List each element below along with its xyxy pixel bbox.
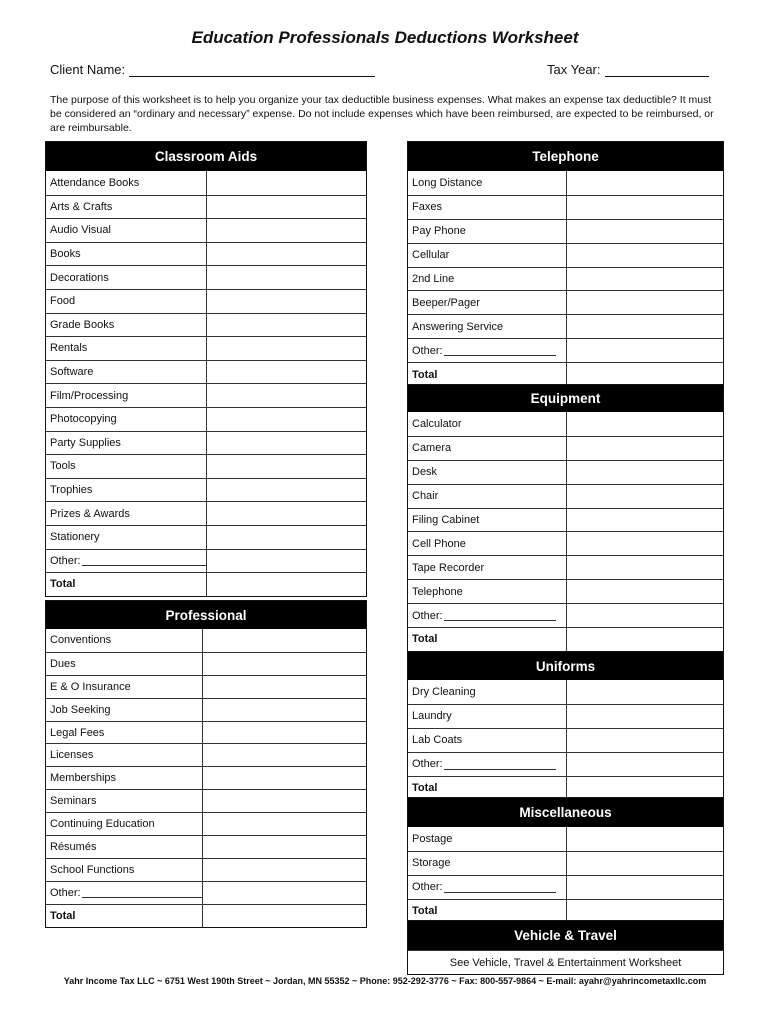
equipment-item-row-text: Tape Recorder bbox=[412, 561, 485, 574]
uniforms-other-row-text: Other: bbox=[412, 758, 443, 771]
section-classroom-aids bbox=[45, 141, 367, 597]
telephone-item-row-amount-cell[interactable] bbox=[567, 220, 723, 243]
professional-item-row bbox=[46, 698, 366, 721]
classroom-item-row-text: Stationery bbox=[50, 531, 100, 544]
equipment-item-row bbox=[408, 460, 723, 484]
equipment-item-row-label bbox=[408, 580, 567, 603]
uniforms-header: Uniforms bbox=[408, 652, 723, 680]
professional-item-row bbox=[46, 652, 366, 675]
classroom-item-row-amount-cell[interactable] bbox=[207, 479, 366, 502]
professional-item-row-amount-cell[interactable] bbox=[203, 629, 366, 652]
telephone-item-row-amount-cell[interactable] bbox=[567, 315, 723, 338]
classroom-item-row-text: Trophies bbox=[50, 484, 93, 497]
classroom-item-row-label bbox=[46, 266, 207, 289]
classroom-item-row bbox=[46, 265, 366, 289]
professional-item-row-amount-cell[interactable] bbox=[203, 653, 366, 675]
classroom-item-row-label bbox=[46, 384, 207, 407]
equipment-item-row bbox=[408, 436, 723, 460]
uniforms-item-row bbox=[408, 704, 723, 728]
professional-item-row-amount-cell[interactable] bbox=[203, 676, 366, 698]
professional-other-row-amount-cell[interactable] bbox=[203, 882, 366, 904]
equipment-item-row bbox=[408, 508, 723, 532]
classroom-item-row-amount-cell[interactable] bbox=[207, 384, 366, 407]
classroom-total-row-label bbox=[46, 573, 207, 596]
client-name-label: Client Name: bbox=[50, 62, 126, 77]
professional-item-row-amount-cell[interactable] bbox=[203, 790, 366, 812]
professional-item-row bbox=[46, 858, 366, 881]
telephone-item-row-label bbox=[408, 220, 567, 243]
classroom-item-row-label bbox=[46, 337, 207, 360]
classroom-item-row-text: Arts & Crafts bbox=[50, 200, 113, 213]
classroom-item-row bbox=[46, 313, 366, 337]
equipment-item-row-amount-cell[interactable] bbox=[567, 532, 723, 555]
equipment-other-row-text: Other: bbox=[412, 609, 443, 622]
classroom-item-row-amount-cell[interactable] bbox=[207, 526, 366, 549]
telephone-other-row-text: Other: bbox=[412, 344, 443, 357]
professional-item-row-text: Résumés bbox=[50, 840, 97, 853]
professional-other-row-text: Other: bbox=[50, 886, 81, 899]
intro-paragraph: The purpose of this worksheet is to help you organize your tax deductible business expenses. What makes an expense tax deductible? It must be considered an “ordinary and necessary” expense. Do not include expenses which have been reimbursed, are expected to be reimbursed, or are reimbursable. bbox=[50, 94, 714, 134]
page-title: Education Professionals Deductions Worksheet bbox=[191, 28, 579, 47]
professional-item-row bbox=[46, 766, 366, 789]
professional-item-row-label bbox=[46, 653, 203, 675]
equipment-total-row bbox=[408, 627, 723, 651]
classroom-item-row-amount-cell[interactable] bbox=[207, 290, 366, 313]
equipment-item-row bbox=[408, 412, 723, 436]
classroom-total-row-text: Total bbox=[50, 578, 76, 591]
equipment-item-row-label bbox=[408, 485, 567, 508]
telephone-item-row-amount-cell[interactable] bbox=[567, 196, 723, 219]
professional-item-row-label bbox=[46, 699, 203, 721]
telephone-total-row bbox=[408, 362, 723, 386]
telephone-item-row-label bbox=[408, 171, 567, 195]
equipment-item-row bbox=[408, 555, 723, 579]
equipment-total-row-text: Total bbox=[412, 633, 438, 646]
classroom-item-row-text: Grade Books bbox=[50, 318, 115, 331]
equipment-item-row-amount-cell[interactable] bbox=[567, 580, 723, 603]
classroom-other-row-description-blank[interactable] bbox=[82, 555, 206, 566]
professional-item-row-label bbox=[46, 722, 203, 744]
classroom-item-row-text: Software bbox=[50, 366, 94, 379]
classroom-item-row-amount-cell[interactable] bbox=[207, 171, 366, 195]
equipment-item-row-amount-cell[interactable] bbox=[567, 509, 723, 532]
misc-item-row-amount-cell[interactable] bbox=[567, 852, 723, 875]
uniforms-item-row-amount-cell[interactable] bbox=[567, 705, 723, 728]
uniforms-item-row-text: Lab Coats bbox=[412, 734, 463, 747]
classroom-item-row-label bbox=[46, 502, 207, 525]
misc-other-row-description-blank[interactable] bbox=[444, 882, 556, 893]
professional-item-row-amount-cell[interactable] bbox=[203, 836, 366, 858]
section-equipment bbox=[407, 384, 724, 652]
classroom-item-row-amount-cell[interactable] bbox=[207, 314, 366, 337]
telephone-item-row-amount-cell[interactable] bbox=[567, 291, 723, 314]
uniforms-total-row bbox=[408, 776, 723, 800]
professional-item-row-text: Legal Fees bbox=[50, 726, 105, 739]
telephone-item-row-text: Cellular bbox=[412, 249, 450, 262]
telephone-item-row-label bbox=[408, 268, 567, 291]
professional-item-row-amount-cell[interactable] bbox=[203, 859, 366, 881]
classroom-item-row-amount-cell[interactable] bbox=[207, 337, 366, 360]
uniforms-item-row-text: Laundry bbox=[412, 710, 452, 723]
professional-item-row bbox=[46, 743, 366, 766]
misc-item-row-amount-cell[interactable] bbox=[567, 827, 723, 851]
classroom-item-row-text: Attendance Books bbox=[50, 176, 140, 189]
section-miscellaneous bbox=[407, 797, 724, 924]
uniforms-item-row-label bbox=[408, 680, 567, 704]
classroom-item-row bbox=[46, 336, 366, 360]
professional-item-row-label bbox=[46, 767, 203, 789]
telephone-item-row-amount-cell[interactable] bbox=[567, 244, 723, 267]
equipment-item-row-text: Cell Phone bbox=[412, 537, 466, 550]
uniforms-other-row-description-blank[interactable] bbox=[444, 759, 556, 770]
professional-item-row-label bbox=[46, 790, 203, 812]
classroom-item-row-text: Film/Processing bbox=[50, 389, 129, 402]
classroom-item-row bbox=[46, 478, 366, 502]
equipment-other-row-description-blank[interactable] bbox=[444, 610, 556, 621]
classroom-item-row-label bbox=[46, 408, 207, 431]
professional-item-row-label bbox=[46, 813, 203, 835]
telephone-item-row-text: Answering Service bbox=[412, 320, 504, 333]
equipment-item-row-amount-cell[interactable] bbox=[567, 412, 723, 436]
equipment-header: Equipment bbox=[408, 385, 723, 412]
telephone-item-row bbox=[408, 290, 723, 314]
classroom-total-row-amount-cell[interactable] bbox=[207, 573, 366, 596]
classroom-item-row-label bbox=[46, 243, 207, 266]
professional-item-row bbox=[46, 675, 366, 698]
misc-other-row-text: Other: bbox=[412, 881, 443, 894]
telephone-item-row bbox=[408, 314, 723, 338]
professional-item-row-label bbox=[46, 836, 203, 858]
equipment-item-row-label bbox=[408, 461, 567, 484]
equipment-item-row-label bbox=[408, 556, 567, 579]
equipment-item-row-text: Desk bbox=[412, 466, 438, 479]
classroom-other-row-amount-cell[interactable] bbox=[207, 550, 366, 573]
telephone-item-row-amount-cell[interactable] bbox=[567, 171, 723, 195]
telephone-total-row-text: Total bbox=[412, 368, 438, 381]
classroom-item-row-text: Tools bbox=[50, 460, 76, 473]
classroom-item-row-amount-cell[interactable] bbox=[207, 266, 366, 289]
misc-item-row bbox=[408, 827, 723, 851]
uniforms-item-row-text: Dry Cleaning bbox=[412, 685, 476, 698]
classroom-item-row-label bbox=[46, 361, 207, 384]
professional-total-row-label bbox=[46, 905, 203, 927]
telephone-other-row bbox=[408, 338, 723, 362]
classroom-other-row-label[interactable] bbox=[46, 550, 207, 573]
classroom-item-row-text: Books bbox=[50, 248, 81, 261]
professional-item-row-amount-cell[interactable] bbox=[203, 813, 366, 835]
misc-header: Miscellaneous bbox=[408, 798, 723, 827]
telephone-item-row-label bbox=[408, 244, 567, 267]
classroom-item-row-text: Prizes & Awards bbox=[50, 507, 130, 520]
professional-item-row-text: Seminars bbox=[50, 795, 97, 808]
classroom-item-row-amount-cell[interactable] bbox=[207, 408, 366, 431]
classroom-item-row-text: Rentals bbox=[50, 342, 88, 355]
uniforms-other-row bbox=[408, 752, 723, 776]
vehicle-travel-header: Vehicle & Travel bbox=[408, 921, 723, 950]
classroom-item-row-amount-cell[interactable] bbox=[207, 502, 366, 525]
uniforms-item-row-amount-cell[interactable] bbox=[567, 729, 723, 752]
professional-item-row bbox=[46, 721, 366, 744]
equipment-item-row bbox=[408, 484, 723, 508]
classroom-item-row-label bbox=[46, 219, 207, 242]
telephone-item-row-label bbox=[408, 315, 567, 338]
professional-item-row-text: Dues bbox=[50, 657, 76, 670]
uniforms-other-row-amount-cell[interactable] bbox=[567, 753, 723, 776]
professional-item-row bbox=[46, 789, 366, 812]
classroom-item-row-amount-cell[interactable] bbox=[207, 432, 366, 455]
section-vehicle-travel bbox=[407, 920, 724, 975]
classroom-item-row bbox=[46, 195, 366, 219]
uniforms-item-row-label bbox=[408, 729, 567, 752]
equipment-other-row-amount-cell[interactable] bbox=[567, 604, 723, 627]
classroom-item-row-label bbox=[46, 314, 207, 337]
equipment-item-row-text: Calculator bbox=[412, 417, 462, 430]
uniforms-item-row-label bbox=[408, 705, 567, 728]
equipment-item-row bbox=[408, 579, 723, 603]
professional-item-row-label bbox=[46, 744, 203, 766]
equipment-item-row-text: Telephone bbox=[412, 585, 463, 598]
classroom-item-row-label bbox=[46, 526, 207, 549]
professional-item-row-text: Memberships bbox=[50, 772, 117, 785]
classroom-item-row-text: Decorations bbox=[50, 271, 109, 284]
classroom-item-row-label bbox=[46, 455, 207, 478]
equipment-item-row bbox=[408, 531, 723, 555]
classroom-item-row-text: Audio Visual bbox=[50, 224, 111, 237]
telephone-total-row-amount-cell[interactable] bbox=[567, 363, 723, 386]
misc-total-row-text: Total bbox=[412, 905, 438, 918]
classroom-item-row bbox=[46, 454, 366, 478]
professional-item-row-label bbox=[46, 629, 203, 652]
professional-other-row-label[interactable] bbox=[46, 882, 203, 904]
classroom-item-row-label bbox=[46, 290, 207, 313]
professional-item-row-text: E & O Insurance bbox=[50, 680, 131, 693]
telephone-item-row-label bbox=[408, 196, 567, 219]
classroom-header: Classroom Aids bbox=[46, 142, 366, 171]
telephone-item-row-text: 2nd Line bbox=[412, 273, 455, 285]
telephone-item-row-text: Beeper/Pager bbox=[412, 296, 480, 309]
classroom-item-row-amount-cell[interactable] bbox=[207, 361, 366, 384]
professional-item-row-text: School Functions bbox=[50, 863, 135, 876]
equipment-item-row-label bbox=[408, 532, 567, 555]
client-name-blank[interactable] bbox=[129, 63, 375, 77]
equipment-other-row-label[interactable] bbox=[408, 604, 567, 627]
telephone-item-row bbox=[408, 171, 723, 195]
telephone-item-row-amount-cell[interactable] bbox=[567, 268, 723, 291]
uniforms-item-row bbox=[408, 680, 723, 704]
professional-item-row-text: Conventions bbox=[50, 634, 112, 647]
classroom-item-row-label bbox=[46, 196, 207, 219]
professional-item-row bbox=[46, 629, 366, 652]
telephone-other-row-amount-cell[interactable] bbox=[567, 339, 723, 362]
classroom-item-row-text: Party Supplies bbox=[50, 436, 121, 449]
uniforms-other-row-label[interactable] bbox=[408, 753, 567, 776]
classroom-item-row-amount-cell[interactable] bbox=[207, 196, 366, 219]
equipment-total-row-amount-cell[interactable] bbox=[567, 628, 723, 651]
classroom-other-row-text: Other: bbox=[50, 554, 81, 567]
professional-item-row bbox=[46, 812, 366, 835]
professional-other-row bbox=[46, 881, 366, 904]
client-name-field[interactable] bbox=[50, 62, 375, 77]
vehicle-travel-note: See Vehicle, Travel & Entertainment Worksheet bbox=[408, 950, 723, 974]
professional-total-row bbox=[46, 904, 366, 927]
section-professional bbox=[45, 600, 367, 928]
equipment-item-row-text: Camera bbox=[412, 442, 452, 455]
classroom-item-row-label bbox=[46, 171, 207, 195]
professional-item-row-amount-cell[interactable] bbox=[203, 744, 366, 766]
equipment-other-row bbox=[408, 603, 723, 627]
telephone-total-row-label bbox=[408, 363, 567, 386]
uniforms-item-row-amount-cell[interactable] bbox=[567, 680, 723, 704]
misc-total-row bbox=[408, 899, 723, 923]
classroom-item-row bbox=[46, 501, 366, 525]
misc-item-row-text: Storage bbox=[412, 857, 451, 870]
uniforms-item-row bbox=[408, 728, 723, 752]
classroom-item-row-amount-cell[interactable] bbox=[207, 219, 366, 242]
equipment-item-row-text: Filing Cabinet bbox=[412, 514, 480, 526]
telephone-item-row-text: Faxes bbox=[412, 201, 442, 214]
classroom-item-row-label bbox=[46, 479, 207, 502]
professional-total-row-text: Total bbox=[50, 909, 76, 922]
section-telephone bbox=[407, 141, 724, 387]
professional-item-row bbox=[46, 835, 366, 858]
telephone-header: Telephone bbox=[408, 142, 723, 171]
classroom-item-row bbox=[46, 431, 366, 455]
misc-item-row bbox=[408, 851, 723, 875]
professional-total-row-amount-cell[interactable] bbox=[203, 905, 366, 927]
professional-item-row-label bbox=[46, 676, 203, 698]
tax-year-blank[interactable] bbox=[605, 63, 709, 77]
professional-item-row-amount-cell[interactable] bbox=[203, 722, 366, 744]
equipment-total-row-label bbox=[408, 628, 567, 651]
misc-other-row bbox=[408, 875, 723, 899]
misc-item-row-label bbox=[408, 827, 567, 851]
telephone-item-row-label bbox=[408, 291, 567, 314]
classroom-item-row-label bbox=[46, 432, 207, 455]
classroom-item-row-text: Food bbox=[50, 295, 76, 308]
section-uniforms bbox=[407, 651, 724, 800]
professional-item-row-text: Continuing Education bbox=[50, 818, 155, 831]
uniforms-total-row-text: Total bbox=[412, 782, 438, 794]
telephone-item-row bbox=[408, 267, 723, 291]
professional-item-row-text: Job Seeking bbox=[50, 703, 111, 716]
equipment-item-row-amount-cell[interactable] bbox=[567, 461, 723, 484]
equipment-item-row-text: Chair bbox=[412, 490, 439, 503]
professional-item-row-amount-cell[interactable] bbox=[203, 767, 366, 789]
telephone-item-row bbox=[408, 243, 723, 267]
classroom-item-row bbox=[46, 218, 366, 242]
classroom-item-row bbox=[46, 525, 366, 549]
telephone-item-row bbox=[408, 219, 723, 243]
telephone-other-row-description-blank[interactable] bbox=[444, 345, 556, 356]
telephone-item-row bbox=[408, 195, 723, 219]
tax-year-field[interactable] bbox=[547, 62, 709, 77]
equipment-item-row-label bbox=[408, 437, 567, 460]
telephone-other-row-label[interactable] bbox=[408, 339, 567, 362]
misc-item-row-label bbox=[408, 852, 567, 875]
classroom-total-row bbox=[46, 572, 366, 596]
equipment-item-row-label bbox=[408, 509, 567, 532]
telephone-item-row-text: Long Distance bbox=[412, 176, 483, 189]
misc-other-row-amount-cell[interactable] bbox=[567, 876, 723, 899]
professional-item-row-amount-cell[interactable] bbox=[203, 699, 366, 721]
classroom-item-row bbox=[46, 407, 366, 431]
misc-other-row-label[interactable] bbox=[408, 876, 567, 899]
classroom-other-row bbox=[46, 549, 366, 573]
classroom-item-row-amount-cell[interactable] bbox=[207, 455, 366, 478]
equipment-item-row-amount-cell[interactable] bbox=[567, 437, 723, 460]
classroom-item-row bbox=[46, 360, 366, 384]
professional-item-row-label bbox=[46, 859, 203, 881]
misc-item-row-text: Postage bbox=[412, 832, 453, 845]
classroom-item-row-text: Photocopying bbox=[50, 413, 117, 426]
classroom-item-row-amount-cell[interactable] bbox=[207, 243, 366, 266]
professional-item-row-text: Licenses bbox=[50, 749, 94, 762]
classroom-item-row bbox=[46, 171, 366, 195]
classroom-item-row bbox=[46, 289, 366, 313]
telephone-item-row-text: Pay Phone bbox=[412, 225, 466, 238]
footer-contact: Yahr Income Tax LLC ~ 6751 West 190th Street ~ Jordan, MN 55352 ~ Phone: 952-292-3776 ~ Fax: 800-557-9864 ~ E-mail: ayahr@yahrincometaxllc.com bbox=[63, 976, 707, 986]
professional-other-row-description-blank[interactable] bbox=[82, 887, 202, 898]
professional-header: Professional bbox=[46, 601, 366, 629]
equipment-item-row-amount-cell[interactable] bbox=[567, 485, 723, 508]
tax-year-label: Tax Year: bbox=[547, 62, 601, 77]
classroom-item-row bbox=[46, 242, 366, 266]
equipment-item-row-amount-cell[interactable] bbox=[567, 556, 723, 579]
equipment-item-row-label bbox=[408, 412, 567, 436]
classroom-item-row bbox=[46, 383, 366, 407]
